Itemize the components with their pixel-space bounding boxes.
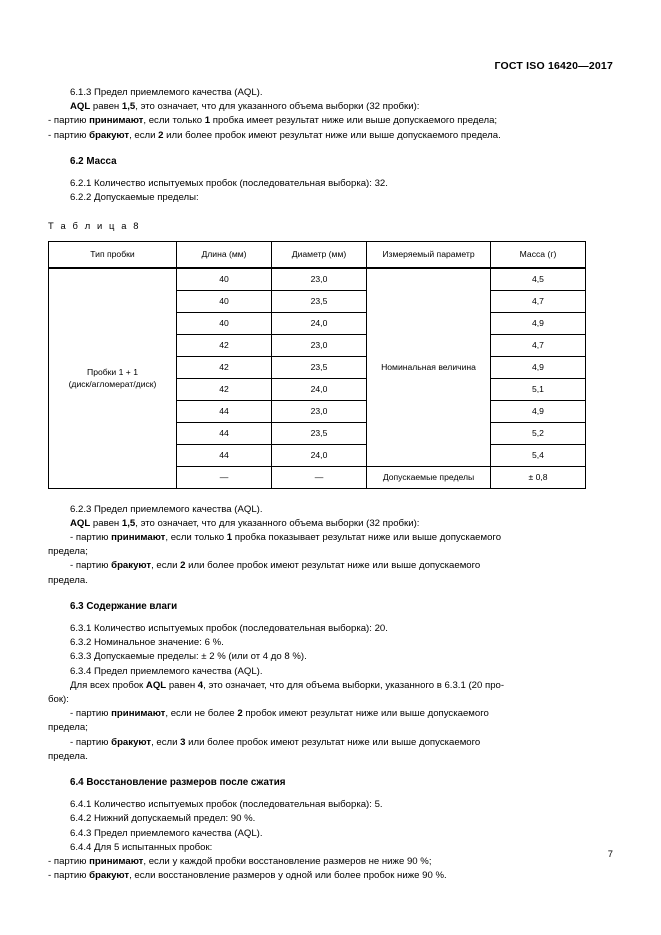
reject-count: 2 <box>180 560 186 572</box>
cell-length: 42 <box>177 334 272 356</box>
aql-text-2: , это означает, что для указанного объема выборки (32 пробки): <box>135 101 420 113</box>
cell-mass: 5,4 <box>491 444 586 466</box>
cell-mass: 4,5 <box>491 268 586 291</box>
list-dash-icon: - <box>48 856 52 868</box>
cell-param-limits: Допускаемые пределы <box>367 466 491 488</box>
reject-verb: бракуют <box>111 736 152 748</box>
cell-type-cork <box>49 268 177 489</box>
column-header-mass: Масса (г) <box>491 241 586 268</box>
clause-6-3-4-reject-cont: предела. <box>48 750 88 762</box>
spacer <box>48 205 585 219</box>
cell-length: 40 <box>177 268 272 291</box>
cell-mass: 4,9 <box>491 356 586 378</box>
aql-abbr: AQL <box>70 101 91 113</box>
reject-pre: партию <box>51 129 90 141</box>
list-dash-icon: - <box>48 870 52 882</box>
cell-length: 40 <box>177 290 272 312</box>
reject-count: 2 <box>158 129 164 141</box>
accept-mid: , если только <box>143 115 205 127</box>
clause-6-4-4-reject <box>48 869 585 883</box>
reject-verb: бракуют <box>111 560 152 572</box>
clause-6-2-3-reject-cont: предела. <box>48 574 88 586</box>
reject-post: или более пробок имеют результат ниже или выше допускаемого <box>185 560 481 572</box>
reject-verb: бракуют <box>89 129 130 141</box>
table-row <box>49 268 586 291</box>
accept-post: пробка показывает результат ниже или выше допускаемого <box>232 532 502 544</box>
page-running-header <box>48 60 613 72</box>
aql-value: 1,5 <box>121 517 136 529</box>
standard-designation: ГОСТ ISO 16420—2017 <box>494 60 613 72</box>
reject-mid: , если <box>151 736 181 748</box>
cell-mass: 4,7 <box>491 334 586 356</box>
clause-6-4-4: 6.4.4 Для 5 испытанных пробок: <box>70 841 213 853</box>
aql-abbr: AQL <box>145 679 167 691</box>
cell-diameter: 23,5 <box>272 422 367 444</box>
clause-6-2-3-aql <box>48 517 585 531</box>
accept-count: 1 <box>204 115 211 127</box>
accept-verb: принимают <box>89 115 144 127</box>
cell-param-nominal: Номинальная величина <box>367 268 491 467</box>
clause-6-4-1: 6.4.1 Количество испытуемых пробок (последовательная выборка): 5. <box>70 799 383 811</box>
clause-6-3-4-accept <box>48 707 585 721</box>
reject-post: или более пробок имеют результат ниже или выше допускаемого <box>185 736 481 748</box>
page-content <box>48 86 585 884</box>
aql-text-1: равен <box>90 101 122 113</box>
intro-post: , это означает, что для объема выборки, указанного в 6.3.1 (20 про- <box>203 679 505 691</box>
accept-verb: принимают <box>111 532 166 544</box>
clause-6-3-4-reject <box>48 736 585 750</box>
section-heading-6-3: 6.3 Содержание влаги <box>70 600 178 612</box>
cell-diameter: 24,0 <box>272 312 367 334</box>
clause-6-3-4-intro-cont: бок): <box>48 694 69 706</box>
clause-6-3-4-accept-cont: предела; <box>48 722 88 734</box>
table-8 <box>48 241 586 489</box>
list-dash-icon: - <box>70 708 74 720</box>
table-body <box>49 268 586 489</box>
column-header-length: Длина (мм) <box>177 241 272 268</box>
cell-diameter: 24,0 <box>272 378 367 400</box>
cell-mass: 5,2 <box>491 422 586 444</box>
list-dash-icon: - <box>48 129 52 141</box>
aql-abbr: AQL <box>70 517 91 529</box>
intro-mid: равен <box>166 679 198 691</box>
cell-length: 42 <box>177 378 272 400</box>
cell-length: 44 <box>177 444 272 466</box>
cell-length: 42 <box>177 356 272 378</box>
accept-post: , если у каждой пробки восстановление размеров не ниже 90 %; <box>143 856 432 868</box>
list-dash-icon: - <box>70 560 74 572</box>
accept-verb: принимают <box>89 856 144 868</box>
clause-6-3-2: 6.3.2 Номинальное значение: 6 %. <box>70 637 224 649</box>
cell-mass: 4,9 <box>491 400 586 422</box>
cell-length: 44 <box>177 400 272 422</box>
reject-pre: партию <box>51 870 90 882</box>
clause-6-3-1: 6.3.1 Количество испытуемых пробок (последовательная выборка): 20. <box>70 623 388 635</box>
list-dash-icon: - <box>70 532 74 544</box>
cell-mass: 5,1 <box>491 378 586 400</box>
cell-diameter: 23,0 <box>272 334 367 356</box>
spacer <box>48 489 585 503</box>
cell-diameter: — <box>272 466 367 488</box>
accept-pre: партию <box>73 532 112 544</box>
reject-post: или более пробок имеют результат ниже или выше допускаемого предела. <box>163 129 501 141</box>
reject-mid: , если <box>151 560 181 572</box>
accept-count: 1 <box>226 532 233 544</box>
reject-post: , если восстановление размеров у одной или более пробок ниже 90 %. <box>129 870 447 882</box>
reject-mid: , если <box>129 129 159 141</box>
cell-length: — <box>177 466 272 488</box>
cell-mass: ± 0,8 <box>491 466 586 488</box>
clause-6-2-1: 6.2.1 Количество испытуемых пробок (последовательная выборка): 32. <box>70 178 388 190</box>
clause-6-3-3: 6.3.3 Допускаемые пределы: ± 2 % (или от 4 до 8 %). <box>70 651 307 663</box>
clause-6-2-3-title: 6.2.3 Предел приемлемого качества (AQL). <box>70 503 263 515</box>
cell-mass: 4,7 <box>491 290 586 312</box>
clause-6-3-4: 6.3.4 Предел приемлемого качества (AQL). <box>70 665 263 677</box>
column-header-diameter: Диаметр (мм) <box>272 241 367 268</box>
cell-diameter: 23,0 <box>272 400 367 422</box>
accept-mid: , если не более <box>165 708 238 720</box>
clause-6-1-3-accept <box>48 114 585 128</box>
accept-post: пробка имеет результат ниже или выше допускаемого предела; <box>210 115 498 127</box>
type-label-line-2: (диск/агломерат/диск) <box>68 379 157 390</box>
accept-post: пробок имеют результат ниже или выше допускаемого <box>242 708 489 720</box>
page-number: 7 <box>607 848 613 859</box>
type-label-line-1: Пробки 1 + 1 <box>87 367 138 378</box>
aql-value: 4 <box>197 679 204 691</box>
clause-6-2-3-accept-cont: предела; <box>48 546 88 558</box>
clause-6-3-4-intro <box>48 679 585 693</box>
column-header-type: Тип пробки <box>49 241 177 268</box>
cell-length: 44 <box>177 422 272 444</box>
cell-diameter: 23,0 <box>272 268 367 291</box>
intro-pre: Для всех пробок <box>70 679 146 691</box>
aql-text-1: равен <box>90 517 122 529</box>
reject-verb: бракуют <box>89 870 130 882</box>
table-caption: Т а б л и ц а 8 <box>48 220 141 232</box>
accept-pre: партию <box>51 115 90 127</box>
aql-text-2: , это означает, что для указанного объема выборки (32 пробки): <box>135 517 420 529</box>
section-heading-6-2: 6.2 Масса <box>70 155 117 167</box>
accept-count: 2 <box>237 708 243 720</box>
clause-6-4-2: 6.4.2 Нижний допускаемый предел: 90 %. <box>70 813 256 825</box>
clause-6-1-3-title <box>48 86 585 100</box>
reject-pre: партию <box>73 736 112 748</box>
clause-6-1-3-number: 6.1.3 Предел приемлемого качества (AQL). <box>70 87 263 98</box>
clause-6-1-3-reject <box>48 129 585 143</box>
cell-diameter: 24,0 <box>272 444 367 466</box>
clause-6-2-2: 6.2.2 Допускаемые пределы: <box>70 192 199 204</box>
accept-pre: партию <box>51 856 90 868</box>
section-heading-6-4: 6.4 Восстановление размеров после сжатия <box>70 777 286 789</box>
reject-pre: партию <box>73 560 112 572</box>
clause-6-1-3-aql <box>48 100 585 114</box>
cell-mass: 4,9 <box>491 312 586 334</box>
accept-pre: партию <box>73 708 112 720</box>
list-dash-icon: - <box>70 736 74 748</box>
accept-mid: , если только <box>165 532 227 544</box>
list-dash-icon: - <box>48 115 52 127</box>
accept-verb: принимают <box>111 708 166 720</box>
table-header-row <box>49 241 586 268</box>
reject-count: 3 <box>180 736 186 748</box>
cell-length: 40 <box>177 312 272 334</box>
clause-6-4-3: 6.4.3 Предел приемлемого качества (AQL). <box>70 827 263 839</box>
clause-6-2-3-reject <box>48 559 585 573</box>
clause-6-2-3-accept <box>48 531 585 545</box>
column-header-param: Измеряемый параметр <box>367 241 491 268</box>
cell-diameter: 23,5 <box>272 290 367 312</box>
aql-value: 1,5 <box>121 101 136 113</box>
cell-diameter: 23,5 <box>272 356 367 378</box>
